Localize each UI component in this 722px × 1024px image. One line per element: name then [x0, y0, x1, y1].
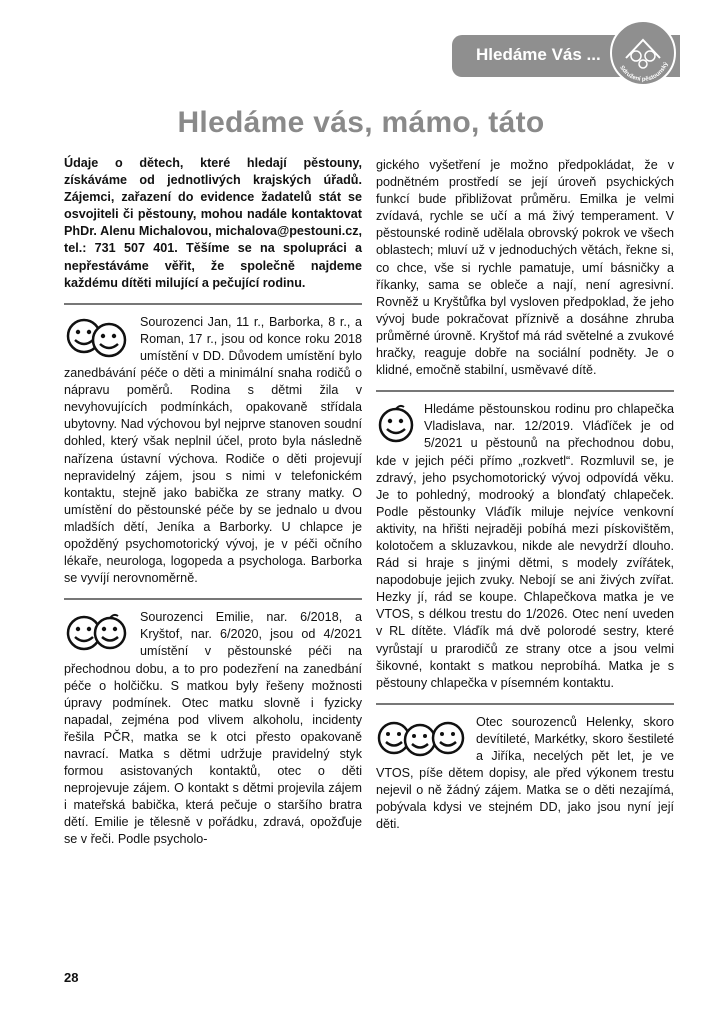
divider — [64, 303, 362, 305]
section-tab-label: Hledáme Vás ... — [476, 45, 601, 64]
logo-text: Sdružení pěstounský — [618, 61, 670, 83]
page-title: Hledáme vás, mámo, táto — [177, 106, 545, 139]
smiley-faces-icon — [376, 716, 468, 760]
organization-logo — [608, 18, 678, 88]
section-continuation-text: gického vyšetření je možno předpokládat, že v podnětném prostředí se její úroveň psychických funkcí bude přibližovat průměru. Emilka je velmi zvídavá, rychle se učí a má živý temperament. V pěstounské rodině udělala obrovský pokrok ve všech oblastech; mluví už v jednoduchých větách, řekne si, co chce, vše si rychle pamatuje, umí básničky a říkanky, sama se obleče a nají, není agresivní. Rovněž u Kryštůfka byl vysloven předpoklad, že jeho vývoj bude pokračovat příznivě a dosáhne zhruba průměrné úrovně. Kryštof má rád světelné a zvukové hračky, reaguje dobře na sociální podněty. Je o klidné, emočně stabilní, usměvavé dítě. — [376, 158, 674, 378]
page-number: 28 — [64, 970, 79, 985]
intro-paragraph: Údaje o dětech, které hledají pěstouny, získáváme od jednotlivých krajských úřadů. Zájemci, zařazení do evidence žadatelů stát se osvojiteli či pěstouny, mohou nadále kontaktovat PhDr. Alenu Michalovou, michalova@pestouni.cz, tel.: 731 507 401. Těšíme se na spolupráci a nepřestáváme věřit, že společně najdeme každému dítěti milující a pečující rodinu. — [64, 156, 362, 290]
section-text: Sourozenci Jan, 11 r., Barborka, 8 r., a Roman, 17 r., jsou od konce roku 2018 umístění v DD. Důvodem umístění bylo zanedbávání péče o děti a minimální snaha rodičů o nápravu poměrů. Rodina s dětmi žila v nevyhovujících podmínkách, opakovaně střídala ubytovny. Nad výchovou byl nejprve stanoven soudní dohled, který však neplnil účel, proto byla následně nařízena ústavní výchova. Rodiče o děti projevují nepravidelný zájem, jsou s nimi v telefonickém kontaktu, stejně jako babička ze strany matky. O umístění do pěstounské péče by se jednalo u dvou mladších dětí, Jeníka a Barborky. U chlapce je opožděný psychomotorický vývoj, je v péči očního lékaře, neurologa, logopeda a psychologa. Barborka se vyvíjí nerovnoměrně. — [64, 314, 362, 586]
smiley-faces-icon — [64, 611, 132, 655]
section-jan-barborka-roman — [64, 314, 362, 588]
section-vladislav — [376, 401, 674, 692]
left-column — [64, 155, 362, 849]
divider — [376, 390, 674, 392]
smiley-face-icon — [376, 403, 416, 445]
smiley-faces-icon — [64, 316, 132, 360]
section-text: Sourozenci Emilie, nar. 6/2018, a Kryštof, nar. 6/2020, jsou od 4/2021 umístění v pěstounské péči na přechodnou dobu, a to pro podezření na zanedbání péče o holčičku. S matkou byly řešeny možnosti úpravy podmínek. Otec matku slovně i fyzicky napadal, zejména pod vlivem alkoholu, incidenty řešila PČR, matka se k otci přesto opakovaně navrací. Matka s dětmi udržuje pravidelný styk formou asistovaných kontaktů, otec o děti neprojevuje zájem. O kontakt s dětmi projevila zájem i mateřská babička, která pečuje o staršího bratra dětí. Emilie je tělesně v pořádku, zdravá, opožďuje se v řeči. Podle psycholo- — [64, 610, 362, 847]
right-column — [376, 157, 674, 833]
section-text: Otec sourozenců Helenky, skoro devítileté, Markétky, skoro šestileté a Jiříka, necelých pět let, je ve VTOS, píše dětem dopisy, ale před výkonem trestu nejevil o ně žádný zájem. Matka se o děti nezajímá, pobývala kdysi ve stejném DD, jako jsou nyní její děti. — [376, 714, 674, 832]
divider — [64, 598, 362, 600]
section-helenka-marketka-jirik — [376, 714, 674, 834]
divider — [376, 703, 674, 705]
section-emilie-krystof — [64, 609, 362, 848]
section-text: Hledáme pěstounskou rodinu pro chlapečka Vladislava, nar. 12/2019. Vláďíček je od 5/2021 u pěstounů na přechodnou dobu, kde v jejich péči přímo „rozkvetl“. Rozmluvil se, je zdravý, jeho psychomotorický vývoj odpovídá věku. Je to pohledný, modrooký a blonďatý chlapeček. Podle pěstounky Vláďík miluje nejvíce venkovní aktivity, na hřišti nejraději pobíhá mezi pískovištěm, kolotočem a skluzavkou, nikde ale nevydrží dlouho. Rád si hraje s jinými dětmi, s modely zvířátek, napodobuje jejich zvuky. Nebojí se ani živých zvířat. Hezky jí, rád se koupe. Chlapečkova matka je ve VTOS, s délkou trestu do 1/2026. Otec není uveden v RL dítěte. Vláďík má dvě polorodé sestry, které vyrůstají u prarodičů ze strany otce a jsou velmi šikovné, kontakt s matkou neprobíhá. Matka je s pěstouny chlapečka v písemném kontaktu. — [376, 402, 674, 690]
